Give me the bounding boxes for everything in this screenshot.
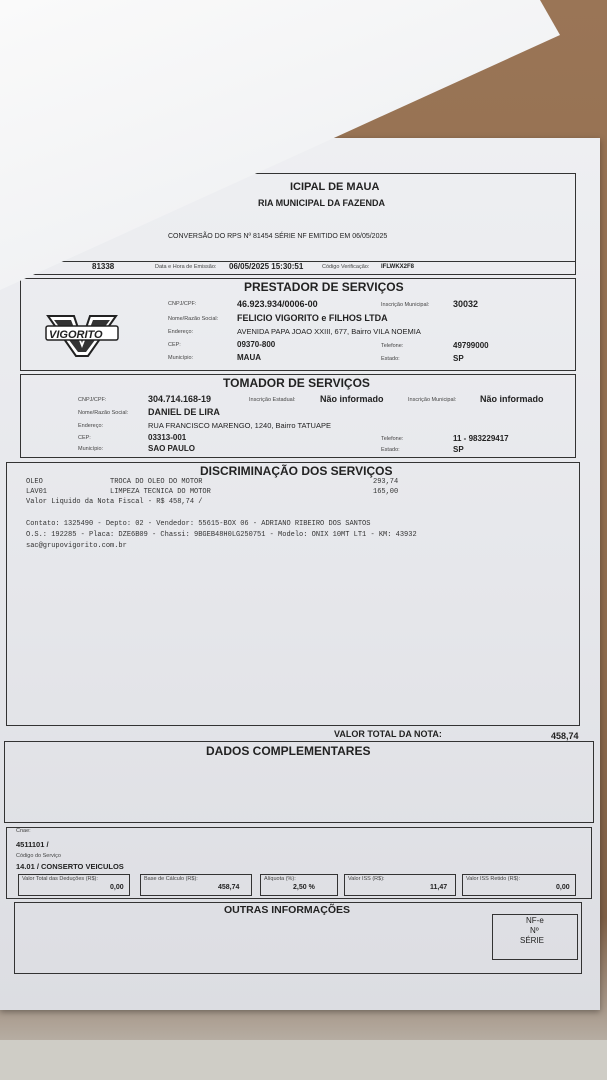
- iss-label: Valor ISS (R$):: [348, 876, 385, 882]
- tomador-state: SP: [453, 445, 464, 454]
- servicos-title: DISCRIMINAÇÃO DOS SERVIÇOS: [200, 464, 393, 478]
- service-desc-2: LIMPEZA TECNICA DO MOTOR: [110, 488, 211, 496]
- tomador-cnpj: 304.714.168-19: [148, 394, 212, 404]
- tomador-ie: Não informado: [320, 394, 384, 404]
- prestador-im: 30032: [453, 299, 479, 309]
- iss-retido-label: Valor ISS Retido (R$):: [466, 876, 521, 882]
- issue-value: 06/05/2025 15:30:51: [229, 262, 304, 271]
- tomador-cep-label: CEP:: [78, 435, 91, 441]
- aliquota-value: 2,50 %: [293, 884, 315, 891]
- outras-title: OUTRAS INFORMAÇÕES: [224, 904, 350, 916]
- aliquota-label: Alíquota (%):: [264, 876, 296, 882]
- tomador-cnpj-label: CNPJ/CPF:: [78, 397, 107, 403]
- service-desc-1: TROCA DO OLEO DO MOTOR: [110, 478, 203, 486]
- prestador-addr-label: Endereço:: [168, 329, 194, 335]
- total-label: VALOR TOTAL DA NOTA:: [334, 729, 442, 739]
- floor: [0, 1040, 607, 1080]
- service-code-2: LAV01: [26, 488, 48, 496]
- iss-retido-value: 0,00: [556, 884, 570, 891]
- cnae-value: 4511101 /: [16, 840, 49, 849]
- tomador-cep: 03313-001: [148, 433, 187, 442]
- service-code-value: 14.01 / CONSERTO VEICULOS: [16, 862, 124, 871]
- tomador-addr: RUA FRANCISCO MARENGO, 1240, Bairro TATUAPE: [148, 421, 331, 430]
- logo-text: VIGORITO: [49, 329, 103, 341]
- nfe-line3: SÉRIE: [520, 936, 545, 945]
- service-value-1: 293,74: [373, 478, 399, 486]
- prestador-name: FELICIO VIGORITO e FILHOS LTDA: [237, 313, 388, 323]
- tomador-phone: 11 - 983229417: [453, 434, 509, 443]
- prestador-cep-label: CEP:: [168, 342, 181, 348]
- tomador-im-label: Inscrição Municipal:: [408, 397, 457, 403]
- prestador-addr: AVENIDA PAPA JOAO XXIII, 677, Bairro VILA NOEMIA: [237, 327, 421, 336]
- prestador-title: PRESTADOR DE SERVIÇOS: [244, 280, 404, 294]
- service-code-label: Código do Serviço: [16, 853, 61, 859]
- base-value: 458,74: [218, 884, 240, 891]
- prestador-cnpj-label: CNPJ/CPF:: [168, 301, 197, 307]
- prestador-name-label: Nome/Razão Social:: [168, 316, 219, 322]
- header-title-line1: ICIPAL DE MAUA: [290, 181, 380, 193]
- issue-label: Data e Hora de Emissão:: [155, 264, 217, 270]
- total-value: 458,74: [551, 731, 579, 741]
- nfe-line2: Nº: [530, 926, 539, 935]
- invoice-paper: [0, 138, 600, 1010]
- service-code-1: OLEO: [26, 478, 43, 486]
- prestador-im-label: Inscrição Municipal:: [381, 302, 430, 308]
- liquid-value: Valor Liquido da Nota Fiscal - R$ 458,74 /: [26, 498, 203, 506]
- header-title-line2: RIA MUNICIPAL DA FAZENDA: [258, 198, 385, 208]
- deducoes-value: 0,00: [110, 884, 124, 891]
- deducoes-label: Valor Total das Deduções (R$):: [22, 876, 98, 882]
- tomador-name: DANIEL DE LIRA: [148, 407, 220, 417]
- contact-line: Contato: 1325490 - Depto: 02 - Vendedor: 55615-BOX 06 - ADRIANO RIBEIRO DOS SANTOS: [26, 520, 371, 528]
- os-line: O.S.: 192285 - Placa: DZE6B09 - Chassi: 9BGEB48H0LG250751 - Modelo: ONIX 10MT LT1 - KM: 43932: [26, 531, 417, 539]
- prestador-city: MAUA: [237, 353, 261, 362]
- tomador-city-label: Município:: [78, 446, 104, 452]
- tomador-phone-label: Telefone:: [381, 436, 404, 442]
- prestador-phone: 49799000: [453, 341, 489, 350]
- prestador-cep: 09370-800: [237, 340, 276, 349]
- prestador-city-label: Município:: [168, 355, 194, 361]
- tomador-name-label: Nome/Razão Social:: [78, 410, 129, 416]
- service-value-2: 165,00: [373, 488, 399, 496]
- base-label: Base de Cálculo (R$):: [144, 876, 198, 882]
- tomador-ie-label: Inscrição Estadual:: [249, 397, 296, 403]
- prestador-phone-label: Telefone:: [381, 343, 404, 349]
- tomador-state-label: Estado:: [381, 447, 400, 453]
- conversion-text: CONVERSÃO DO RPS Nº 81454 SÉRIE NF EMITIDO EM 06/05/2025: [168, 233, 388, 240]
- cnae-label: Cnae:: [16, 828, 31, 834]
- prestador-state-label: Estado:: [381, 356, 400, 362]
- tomador-im: Não informado: [480, 394, 544, 404]
- complementares-title: DADOS COMPLEMENTARES: [206, 744, 371, 758]
- nf-number: 81338: [92, 262, 115, 271]
- tomador-addr-label: Endereço:: [78, 423, 104, 429]
- prestador-state: SP: [453, 354, 464, 363]
- prestador-cnpj: 46.923.934/0006-00: [237, 299, 318, 309]
- tomador-city: SAO PAULO: [148, 444, 195, 453]
- tomador-title: TOMADOR DE SERVIÇOS: [223, 376, 370, 390]
- verif-value: IFLWKX2F8: [381, 264, 415, 270]
- email-line: sac@grupovigorito.com.br: [26, 542, 127, 550]
- iss-value: 11,47: [430, 884, 448, 891]
- verif-label: Código Verificação:: [322, 264, 370, 270]
- nfe-line1: NF-e: [526, 916, 544, 925]
